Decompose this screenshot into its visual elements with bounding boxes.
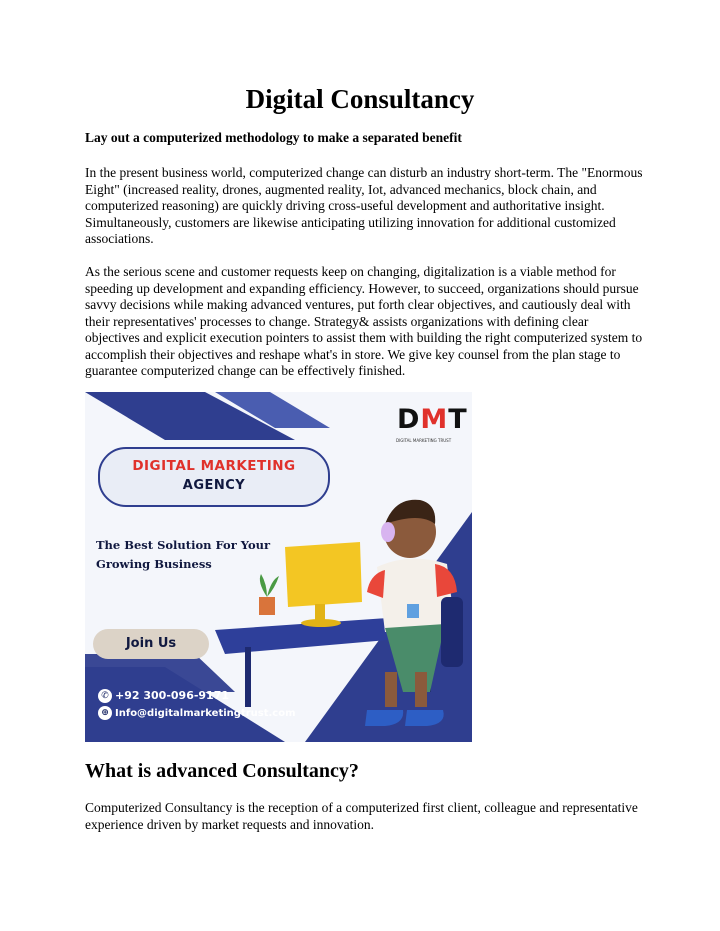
contact-email — [98, 706, 296, 722]
contact-phone — [98, 688, 229, 704]
join-us-button[interactable]: Join Us — [93, 629, 209, 659]
paragraph-definition: Computerized Consultancy is the reception of a computerized first client, colleague and representative experience driven by market requests and innovation. — [85, 800, 638, 832]
whatsapp-icon: ✆ — [98, 689, 112, 703]
agency-banner — [98, 447, 330, 507]
chair — [441, 597, 463, 667]
section-heading: What is advanced Consultancy? — [85, 760, 359, 782]
agency-line1: DIGITAL MARKETING — [132, 458, 296, 474]
advertisement-image — [85, 392, 472, 742]
page-title: Digital Consultancy — [245, 84, 475, 114]
paragraph-digitalization: As the serious scene and customer requests keep on changing, digitalization is a viable method for speeding up development and expanding efficiency. However, to succeed, organizations should pursue savvy decisions while making advanced ventures, put forth clear objectives, and cautiously deal with their representatives' processes to change. Strategy& assists organizations with defining clear objectives and explicit execution pointers to assist them with building the right computerized system to accomplish their objectives and reshape what's in store. We give key counsel from the plan stage to guarantee computerized change can be effectively finished. — [85, 264, 643, 378]
tagline-line2: Growing Business — [96, 557, 212, 571]
ad-tagline — [96, 536, 306, 574]
dmt-logo-subtitle: DIGITAL MARKETING TRUST — [396, 438, 452, 443]
agency-line2: AGENCY — [182, 478, 246, 493]
phone-number: +92 300-096-9171 — [115, 689, 230, 702]
mug — [407, 604, 419, 618]
email-address: Info@digitalmarketingtrust.com — [115, 708, 296, 719]
tagline-line1: The Best Solution For Your — [96, 538, 271, 552]
headphones-icon — [381, 522, 395, 542]
paragraph-intro: In the present business world, computerized change can disturb an industry short-term. The "Enormous Eight" (increased reality, drones, augmented reality, Iot, advanced mechanics, block chain, and computerized reasoning) are quickly driving cross-useful development and authoritative insight. Simultaneously, customers are likewise anticipating utilizing innovation for additional customized associations. — [85, 165, 643, 246]
plant-pot — [259, 597, 275, 615]
globe-icon: ⊕ — [98, 706, 112, 720]
dmt-logo: DMT — [397, 404, 468, 435]
subtitle: Lay out a computerized methodology to make a separated benefit — [85, 130, 462, 145]
